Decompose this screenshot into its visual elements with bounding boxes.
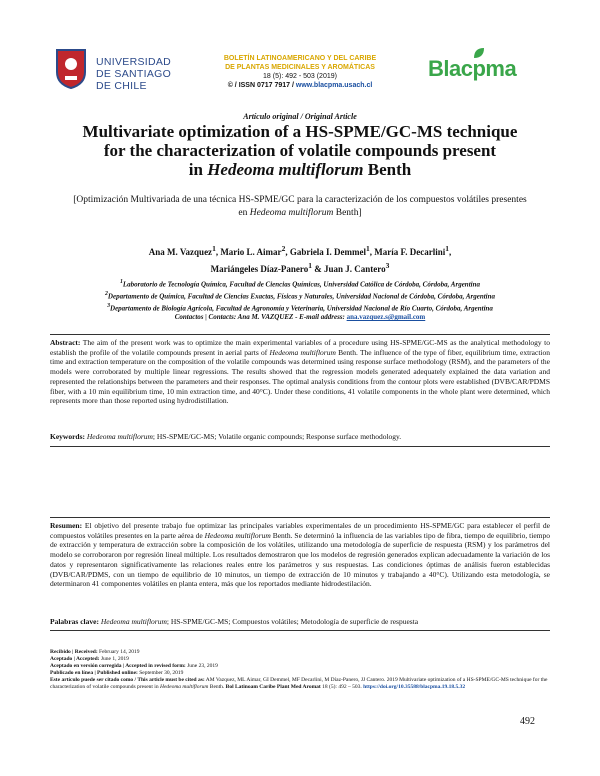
spanish-title-suffix: Benth] <box>333 208 362 218</box>
journal-title-line-2: DE PLANTAS MEDICINALES Y AROMÁTICAS <box>225 63 375 71</box>
palabras-label: Palabras clave: <box>50 617 99 626</box>
journal-title-line-1: BOLETÍN LATINOAMERICANO Y DEL CARIBE <box>223 55 377 62</box>
page-number: 492 <box>520 716 535 727</box>
university-line-3: DE CHILE <box>96 80 147 92</box>
affiliation-text: Departamento de Química, Facultad de Ciencias Exactas, Físicas y Naturales, Universidad Nacional de Córdoba, Córdoba, Argentina <box>107 292 495 301</box>
keywords-text: ; HS-SPME/GC-MS; Volatile organic compounds; Response surface methodology. <box>152 432 402 441</box>
publication-dates <box>50 649 550 691</box>
keywords-species: Hedeoma multiflorum <box>86 432 153 441</box>
date-value: June 23, 2019 <box>185 663 218 669</box>
paper-title <box>60 122 540 179</box>
affiliation-sup: 2 <box>104 290 108 297</box>
citation-volume: 18 (5): 492 – 503. <box>320 684 364 690</box>
affiliations <box>40 278 560 323</box>
abstract-label: Abstract: <box>50 338 81 347</box>
affiliation-text: Laboratorio de Tecnología Química, Facultad de Ciencias Químicas, Universidad Católica de Córdoba, Córdoba, Argentina <box>122 280 480 289</box>
author-line-1: Ana M. Vazquez$^1$, Mario L. Aimar$^2$, Gabriela I. Demmel$^1$, María F. Decarlini$^1$, <box>148 244 452 257</box>
divider <box>50 334 550 335</box>
abstract-species: Hedeoma multiflorum <box>269 347 336 357</box>
date-label: Aceptado | Accepted: <box>50 656 100 662</box>
contact-email-link[interactable]: ana.vazquez.s@gmail.com <box>346 313 426 322</box>
university-name <box>96 56 171 92</box>
resumen-species: Hedeoma multiflorum <box>204 530 271 540</box>
journal-volume: 18 (5): 492 - 503 (2019) <box>263 73 337 80</box>
author-sup: 3 <box>385 261 390 270</box>
citation-journal: Bol Latinoam Caribe Plant Med Aromat <box>225 684 321 690</box>
blacpma-logo: Blacpma <box>428 56 517 81</box>
divider <box>50 517 550 518</box>
title-line-1: Multivariate optimization of a HS-SPME/GC-MS technique <box>82 122 518 141</box>
title-species: Hedeoma multiflorum <box>207 160 364 179</box>
affiliation-3 <box>40 302 560 314</box>
palabras-species: Hedeoma multiflorum <box>100 617 167 626</box>
date-label: Aceptado en versión corregida | Accepted in revised form: <box>50 663 186 669</box>
author-name: Juan J. Cantero <box>323 264 386 274</box>
citation-label: Este artículo puede ser citado como / This article must be cited as: <box>50 677 205 683</box>
date-received <box>50 649 550 656</box>
date-accepted <box>50 656 550 663</box>
university-line-2: DE SANTIAGO <box>96 68 172 80</box>
journal-issn-line <box>180 81 420 90</box>
resumen-label: Resumen: <box>50 521 83 530</box>
university-shield-logo <box>55 48 87 90</box>
spanish-title <box>70 194 530 220</box>
author-sup: 1 <box>212 244 216 253</box>
keywords-label: Keywords: <box>50 432 85 441</box>
date-published <box>50 670 550 677</box>
title-line-2: for the characterization of volatile compounds present <box>103 141 497 160</box>
palabras-text: ; HS-SPME/GC-MS; Compuestos volátiles; Metodología de superficie de respuesta <box>166 617 419 626</box>
issn: © / ISSN 0717 7917 / <box>227 82 296 89</box>
article-type: Artículo original / Original Article <box>243 112 357 121</box>
date-revised <box>50 663 550 670</box>
contact-line <box>40 313 560 323</box>
title-line-3-prefix: in <box>188 160 208 179</box>
citation-text: AM Vazquez, ML Aimar, GI Demmel, MF Decarlini, M Díaz-Panero, JJ Cantero. 2019 Multivariate optimization of a HS-SPME/GC-MS technique for the characterization of volatile compounds present in <box>50 677 548 690</box>
date-value: February 14, 2019 <box>97 649 140 655</box>
author-list <box>60 242 540 276</box>
author-name: Ana M. Vazquez <box>148 247 213 257</box>
journal-header <box>180 55 420 90</box>
doi-link[interactable]: https://doi.org/10.35588/blacpma.19.18.5.32 <box>363 684 466 690</box>
date-value: September 30, 2019 <box>137 670 184 676</box>
spanish-title-prefix: [Optimización Multivariada de una técnica HS-SPME/GC para la caracterización de los compuestos volátiles presentes en <box>73 195 527 218</box>
affiliation-sup: 3 <box>107 302 111 309</box>
contact-label: Contactos | Contacts: Ana M. VAZQUEZ - E-mail address: <box>174 313 347 322</box>
keywords <box>50 432 550 442</box>
university-line-1: UNIVERSIDAD <box>96 56 172 68</box>
date-label: Recibido | Received: <box>50 649 98 655</box>
author-name: María F. Decarlini <box>374 247 446 257</box>
resumen <box>50 521 550 589</box>
abstract <box>50 338 550 406</box>
palabras-clave <box>50 617 550 627</box>
abstract-text: The aim of the present work was to optimize the main experimental variables of a procedure using HS-SPME/GC-MS as the analytical methodology to establish the profile of the volatile compounds present in aerial parts of <box>50 338 550 357</box>
abstract-text-2: Benth. The influence of the type of fiber, equilibrium time, extraction time and extraction temperature on the composition of the volatile compounds was determined using response surface methodology (RSM), and the parameters of the models were corroborated by multiple linear regressions. The results showed that the regression models generated adequately explained the data variation and represented the relationships between the parameters and their responses. The optimal analysis conditions from the contour plots were established (DVB/CAR/PDMS fiber, with a 10 min equilibrium time, 10 min extraction time, and 40°C). Under these conditions, 41 volatile components in the whole plant were determined, which represents more than those reported using hydrodistillation. <box>50 347 550 406</box>
date-value: June 1, 2019 <box>99 656 129 662</box>
author-sup: 1 <box>366 244 370 253</box>
author-name: Gabriela I. Demmel <box>289 247 367 257</box>
citation-text-2: Benth. <box>208 684 226 690</box>
citation <box>50 677 550 691</box>
author-sup: 1 <box>445 244 449 253</box>
author-sup: 1 <box>308 261 312 270</box>
title-line-3 <box>60 160 540 179</box>
date-label: Publicado en línea | Published online: <box>50 670 138 676</box>
resumen-text: El objetivo del presente trabajo fue optimizar las principales variables experimentales de un procedimiento HS-SPME/GC para establecer el perfil de compuestos volátiles presentes en la parte aérea de <box>50 521 550 540</box>
spanish-title-species: Hedeoma multiflorum <box>249 208 334 218</box>
author-name: Mariángeles Díaz-Panero <box>210 264 309 274</box>
affiliation-1 <box>40 278 560 290</box>
divider <box>50 630 550 631</box>
affiliation-sup: 1 <box>119 279 123 285</box>
journal-url-link[interactable]: www.blacpma.usach.cl <box>295 82 373 89</box>
author-name: Mario L. Aimar <box>220 247 282 257</box>
title-line-3-suffix: Benth <box>363 160 412 179</box>
author-sup: 2 <box>281 244 286 253</box>
affiliation-2 <box>40 290 560 302</box>
citation-species: Hedeoma multiflorum <box>159 684 209 690</box>
divider <box>50 446 550 447</box>
resumen-text-2: Benth. Se determinó la influencia de las variables tipo de fibra, tiempo de equilibrio, tiempo de extracción y temperatura de extracción sobre la composición de los volátiles, utilizando una metodología de superficie de respuesta (RSM) y los parámetros del modelo se corroboraron por regresión lineal múltiple. Los resultados demostraron que los modelos de regresión generados explican adecuadamente la variación de los datos y representaron significativamente las relaciones reales entre los parámetros y sus respuestas. Las condiciones óptimas de análisis fueron establecidas (DVB/CAR/PDMS, con un tiempo de equilibrio de 10 minutos, un tiempo de extracción de 10 minutos y trabajando a 40°C). Utilizando esta metodología, se determinaron 41 componentes volátiles en planta entera, más que los reportados mediante hidrodestilación. <box>50 530 550 589</box>
author-line-2: Mariángeles Díaz-Panero$^1$ & Juan J. Cantero$^3$ <box>210 261 390 274</box>
affiliation-text: Departamento de Biología Agrícola, Facultad de Agronomía y Veterinaria, Universidad Nacional de Río Cuarto, Córdoba, Argentina <box>110 303 493 312</box>
